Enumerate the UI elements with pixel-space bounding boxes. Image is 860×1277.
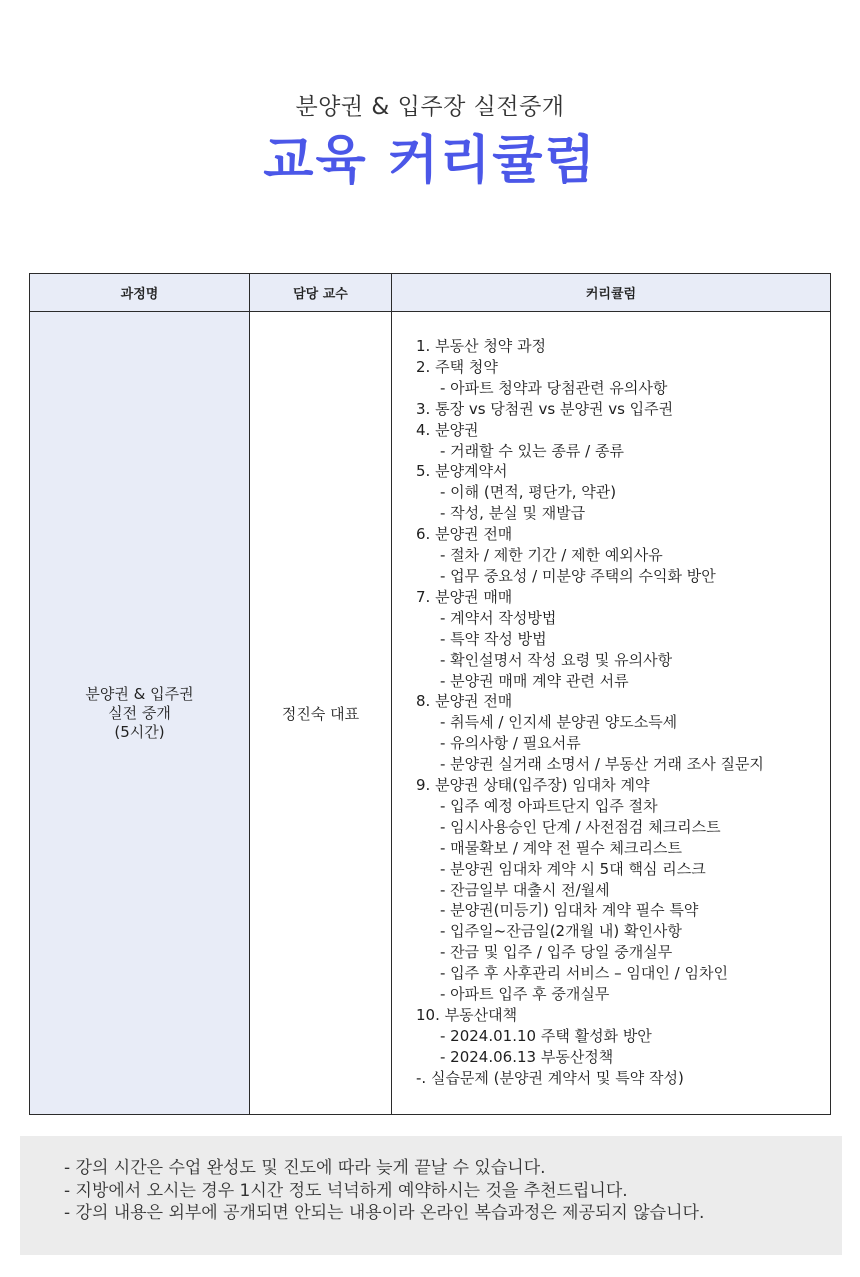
header-curriculum: 커리큘럼	[392, 274, 831, 312]
curriculum-subitem: - 작성, 분실 및 재발급	[440, 504, 586, 523]
curriculum-subitem: - 계약서 작성방법	[440, 608, 557, 627]
curriculum-item: 7. 분양권 매매	[416, 587, 513, 606]
curriculum-subitem: - 매물확보 / 계약 전 필수 체크리스트	[440, 838, 682, 857]
curriculum-subitem: - 분양권 매매 계약 관련 서류	[440, 671, 629, 690]
curriculum-subitem: - 특약 작성 방법	[440, 629, 547, 648]
header-course: 과정명	[30, 274, 250, 312]
curriculum-item: 5. 분양계약서	[416, 462, 508, 481]
note-item: - 강의 시간은 수업 완성도 및 진도에 따라 늦게 끝날 수 있습니다.	[64, 1158, 546, 1178]
curriculum-subitem: - 입주 예정 아파트단지 입주 절차	[440, 796, 658, 815]
course-name-cell	[30, 312, 250, 1115]
curriculum-subitem: - 아파트 입주 후 중개실무	[440, 985, 610, 1004]
curriculum-subitem: - 거래할 수 있는 종류 / 종류	[440, 441, 624, 460]
curriculum-item: 6. 분양권 전매	[416, 525, 513, 544]
curriculum-item: 10. 부동산대책	[416, 1006, 518, 1024]
curriculum-subitem: - 업무 중요성 / 미분양 주택의 수익화 방안	[440, 566, 716, 585]
curriculum-subitem: - 분양권(미등기) 임대차 계약 필수 특약	[440, 901, 699, 920]
curriculum-item: -. 실습문제 (분양권 계약서 및 특약 작성)	[416, 1068, 684, 1087]
curriculum-item: 8. 분양권 전매	[416, 692, 513, 711]
curriculum-subitem: - 입주 후 사후관리 서비스 – 임대인 / 임차인	[440, 964, 728, 983]
curriculum-item: 9. 분양권 상태(입주장) 임대차 계약	[416, 776, 650, 795]
curriculum-subitem: - 입주일~잔금일(2개월 내) 확인사항	[440, 922, 682, 941]
course-name-line: 분양권 & 입주권	[85, 684, 194, 703]
page-title: 교육 커리큘럼	[263, 131, 597, 191]
table-header-row	[30, 274, 831, 312]
curriculum-subitem: - 2024.01.10 주택 활성화 방안	[440, 1026, 652, 1045]
curriculum-list	[392, 312, 830, 1089]
curriculum-item: 1. 부동산 청약 과정	[416, 337, 547, 355]
curriculum-subitem: - 유의사항 / 필요서류	[440, 734, 581, 753]
note-item: - 강의 내용은 외부에 공개되면 안되는 내용이라 온라인 복습과정은 제공되지 않습니다.	[64, 1203, 705, 1223]
header-instructor: 담당 교수	[250, 274, 392, 312]
curriculum-subitem: - 잔금 및 입주 / 입주 당일 중개실무	[440, 943, 673, 962]
curriculum-subitem: - 잔금일부 대출시 전/월세	[440, 880, 610, 899]
curriculum-table	[29, 273, 831, 1115]
curriculum-subitem: - 임시사용승인 단계 / 사전점검 체크리스트	[440, 817, 721, 836]
curriculum-cell	[392, 312, 831, 1115]
instructor-cell: 정진숙 대표	[250, 312, 392, 1115]
curriculum-subitem: - 아파트 청약과 당첨관련 유의사항	[440, 378, 668, 397]
curriculum-item: 3. 통장 vs 당첨권 vs 분양권 vs 입주권	[416, 399, 674, 418]
curriculum-item: 2. 주택 청약	[416, 357, 498, 376]
curriculum-subitem: - 취득세 / 인지세 분양권 양도소득세	[440, 713, 678, 732]
page-subtitle: 분양권 & 입주장 실전중개	[295, 94, 565, 120]
course-duration: (5시간)	[114, 722, 165, 741]
curriculum-subitem: - 이해 (면적, 평단가, 약관)	[440, 483, 617, 502]
curriculum-subitem: - 2024.06.13 부동산정책	[440, 1047, 614, 1066]
curriculum-item: 4. 분양권	[416, 420, 479, 439]
curriculum-subitem: - 분양권 임대차 계약 시 5대 핵심 리스크	[440, 859, 706, 878]
curriculum-subitem: - 분양권 실거래 소명서 / 부동산 거래 조사 질문지	[440, 755, 764, 774]
note-item: - 지방에서 오시는 경우 1시간 정도 넉넉하게 예약하시는 것을 추천드립니다.	[64, 1180, 628, 1201]
course-name-line: 실전 중개	[108, 703, 171, 722]
curriculum-subitem: - 절차 / 제한 기간 / 제한 예외사유	[440, 546, 663, 565]
notes-box	[20, 1136, 842, 1255]
table-row	[30, 312, 831, 1115]
curriculum-subitem: - 확인설명서 작성 요령 및 유의사항	[440, 650, 673, 669]
